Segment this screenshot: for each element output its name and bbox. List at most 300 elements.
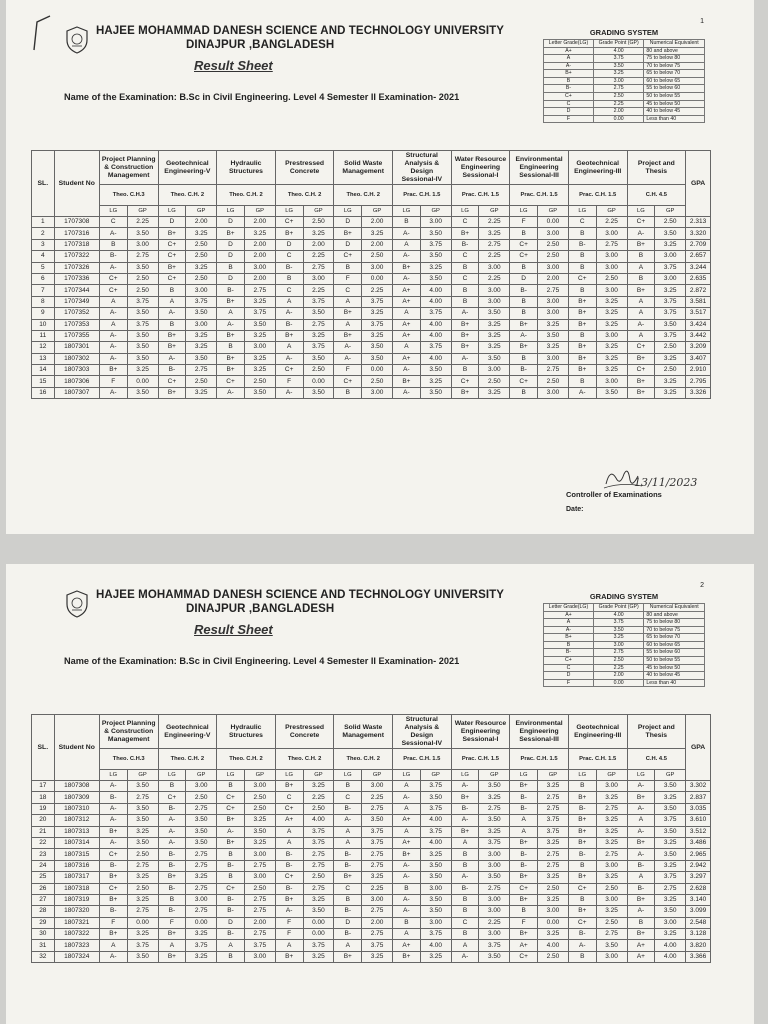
result-cell: 21	[32, 826, 55, 837]
result-cell: D	[217, 273, 245, 284]
result-cell: 26	[32, 883, 55, 894]
result-cell: B	[627, 273, 655, 284]
result-cell: B+	[451, 387, 479, 398]
lg-header: LG	[334, 206, 362, 217]
lg-header: LG	[627, 206, 655, 217]
result-cell: 3.50	[127, 228, 158, 239]
result-cell: C+	[158, 239, 186, 250]
grading-row	[544, 626, 705, 634]
examination-name: Name of the Examination: B.Sc in Civil Engineering. Level 4 Semester II Examination- 2021	[64, 656, 460, 666]
university-logo-icon	[66, 590, 88, 618]
student-row	[32, 940, 711, 951]
result-cell: B	[451, 906, 479, 917]
credit-hour-header: Theo. C.H. 2	[275, 749, 334, 770]
result-cell: 3.75	[186, 296, 217, 307]
result-cell: 2.75	[538, 365, 569, 376]
result-cell: B-	[158, 803, 186, 814]
result-cell: B+	[334, 951, 362, 962]
grading-system	[543, 28, 705, 123]
result-cell: A+	[627, 951, 655, 962]
result-cell: C	[568, 217, 596, 228]
result-cell: B+	[627, 239, 655, 250]
result-cell: 15	[32, 376, 55, 387]
sl-header: SL.	[32, 715, 55, 781]
result-cell: 3.00	[538, 353, 569, 364]
lg-header: LG	[510, 770, 538, 781]
grading-cell: B	[544, 77, 594, 85]
result-sheet-page-2	[6, 564, 754, 1024]
result-cell: 1807308	[54, 781, 99, 792]
result-cell: C+	[99, 883, 127, 894]
grading-cell: A+	[544, 47, 594, 55]
result-cell: A-	[393, 906, 421, 917]
gp-header: GP	[655, 206, 686, 217]
grading-cell: D	[544, 108, 594, 116]
result-cell: 3.25	[479, 342, 510, 353]
result-cell: 3.50	[186, 353, 217, 364]
result-cell: 25	[32, 872, 55, 883]
result-cell: 3.25	[479, 228, 510, 239]
result-cell: B	[334, 262, 362, 273]
result-cell: C+	[334, 376, 362, 387]
student-row	[32, 342, 711, 353]
result-table	[31, 714, 711, 963]
grading-cell: 60 to below 65	[644, 641, 705, 649]
result-cell: 3.50	[420, 273, 451, 284]
page-number: 1	[700, 18, 704, 25]
result-cell: A	[99, 296, 127, 307]
result-cell: D	[510, 273, 538, 284]
result-cell: 3.25	[244, 815, 275, 826]
result-cell: 3.75	[303, 826, 334, 837]
result-cell: 2.75	[538, 849, 569, 860]
result-cell: 3.25	[479, 330, 510, 341]
result-cell: A	[275, 837, 303, 848]
lg-header: LG	[99, 770, 127, 781]
result-cell: 3.25	[479, 319, 510, 330]
result-cell: C	[451, 251, 479, 262]
grading-cell: 80 and above	[644, 47, 705, 55]
result-cell: 2.00	[244, 217, 275, 228]
result-cell: A-	[334, 353, 362, 364]
result-cell: A-	[217, 387, 245, 398]
result-cell: C+	[627, 217, 655, 228]
course-name-header: Water Resource Engineering Sessional-I	[451, 151, 510, 185]
result-cell: 1807313	[54, 826, 99, 837]
result-cell: 2.25	[303, 251, 334, 262]
result-cell: 2.25	[596, 217, 627, 228]
result-cell: 3.00	[538, 387, 569, 398]
result-cell: A	[334, 940, 362, 951]
result-cell: 2.50	[655, 342, 686, 353]
result-cell: 4.00	[420, 815, 451, 826]
result-cell: 3.25	[362, 308, 393, 319]
result-cell: 3.25	[538, 872, 569, 883]
result-cell: 1807318	[54, 883, 99, 894]
result-cell: 2.50	[186, 273, 217, 284]
student-row	[32, 319, 711, 330]
lg-header: LG	[217, 770, 245, 781]
result-cell: 3.25	[596, 872, 627, 883]
result-cell: B	[510, 353, 538, 364]
grading-cell: C	[544, 664, 594, 672]
result-cell: 1807317	[54, 872, 99, 883]
result-cell: 3.50	[186, 815, 217, 826]
grading-cell: 2.25	[593, 100, 644, 108]
result-cell: 1807302	[54, 353, 99, 364]
result-cell: A-	[99, 262, 127, 273]
gp-header: GP	[479, 770, 510, 781]
grading-cell: 40 to below 45	[644, 108, 705, 116]
result-cell: 3.00	[596, 285, 627, 296]
result-cell: 0.00	[303, 917, 334, 928]
result-cell: C+	[217, 792, 245, 803]
result-cell: B-	[510, 803, 538, 814]
credit-hour-header: Prac. C.H. 1.5	[451, 185, 510, 206]
result-cell: 3.25	[596, 365, 627, 376]
result-cell: B-	[217, 894, 245, 905]
grading-cell: B-	[544, 649, 594, 657]
result-cell: 3.00	[186, 781, 217, 792]
result-cell: 0.00	[127, 917, 158, 928]
grading-cell: 45 to below 50	[644, 100, 705, 108]
result-cell: 3.50	[420, 894, 451, 905]
result-cell: A-	[99, 228, 127, 239]
result-cell: B	[217, 849, 245, 860]
result-cell: 3.25	[596, 342, 627, 353]
result-cell: 3.50	[127, 342, 158, 353]
result-cell: 3.75	[244, 940, 275, 951]
result-cell: 3.50	[186, 308, 217, 319]
result-cell: F	[275, 929, 303, 940]
result-cell: C+	[217, 376, 245, 387]
controller-signature-block	[566, 462, 736, 522]
result-cell: B-	[334, 906, 362, 917]
result-cell: B	[217, 951, 245, 962]
result-cell: B	[568, 262, 596, 273]
result-cell: B+	[510, 837, 538, 848]
result-cell: 3.50	[420, 365, 451, 376]
result-cell: 2.75	[186, 365, 217, 376]
result-cell: 3.25	[244, 330, 275, 341]
grading-cell: A	[544, 619, 594, 627]
result-cell: B	[99, 239, 127, 250]
result-cell: B+	[627, 929, 655, 940]
credit-hour-header: Prac. C.H. 1.5	[510, 749, 569, 770]
result-cell: C	[451, 917, 479, 928]
result-cell: 2.25	[362, 883, 393, 894]
student-row	[32, 228, 711, 239]
result-cell: C+	[510, 239, 538, 250]
result-cell: B+	[99, 365, 127, 376]
result-cell: 2.25	[479, 273, 510, 284]
result-cell: A-	[510, 330, 538, 341]
result-cell: 2.75	[362, 803, 393, 814]
result-cell: 11	[32, 330, 55, 341]
result-cell: 2.75	[186, 860, 217, 871]
result-cell: B-	[334, 849, 362, 860]
result-cell: A-	[99, 330, 127, 341]
result-cell: 3.50	[127, 262, 158, 273]
result-cell: 3.50	[479, 951, 510, 962]
credit-hour-header: Theo. C.H. 2	[217, 185, 276, 206]
result-cell: 1807319	[54, 894, 99, 905]
result-cell: A-	[334, 342, 362, 353]
result-cell: 20	[32, 815, 55, 826]
result-cell: 2.25	[479, 251, 510, 262]
grading-row	[544, 679, 705, 687]
result-cell: F	[510, 917, 538, 928]
result-cell: B	[451, 365, 479, 376]
result-cell: 3.610	[686, 815, 711, 826]
result-cell: A-	[99, 353, 127, 364]
result-cell: A	[627, 330, 655, 341]
result-cell: 3.25	[479, 387, 510, 398]
grading-cell: 3.75	[593, 55, 644, 63]
result-cell: 1807316	[54, 860, 99, 871]
result-cell: 2.25	[479, 917, 510, 928]
result-cell: B-	[334, 929, 362, 940]
result-cell: 2.00	[244, 273, 275, 284]
result-cell: F	[158, 917, 186, 928]
result-cell: 3.00	[596, 894, 627, 905]
grading-cell: 4.00	[593, 611, 644, 619]
result-cell: 2.25	[303, 792, 334, 803]
result-cell: 3.00	[479, 296, 510, 307]
grading-row	[544, 634, 705, 642]
result-cell: B	[627, 251, 655, 262]
result-cell: A-	[568, 940, 596, 951]
result-cell: F	[334, 273, 362, 284]
result-cell: A	[393, 342, 421, 353]
result-cell: C	[275, 792, 303, 803]
student-row	[32, 781, 711, 792]
result-cell: 3.50	[479, 353, 510, 364]
result-cell: B-	[275, 262, 303, 273]
grading-cell: 60 to below 65	[644, 77, 705, 85]
result-cell: 3.25	[479, 826, 510, 837]
credit-hour-header: Prac. C.H. 1.5	[393, 749, 452, 770]
result-cell: 2	[32, 228, 55, 239]
result-cell: 5	[32, 262, 55, 273]
result-cell: C+	[568, 917, 596, 928]
result-cell: C+	[627, 365, 655, 376]
result-cell: 2.75	[186, 906, 217, 917]
result-cell: B+	[568, 296, 596, 307]
result-cell: 3.25	[362, 951, 393, 962]
result-cell: B+	[158, 872, 186, 883]
result-cell: 2.00	[244, 239, 275, 250]
result-cell: 1807323	[54, 940, 99, 951]
result-cell: 3.75	[420, 803, 451, 814]
result-cell: 3.00	[596, 376, 627, 387]
result-cell: 3.00	[596, 781, 627, 792]
result-cell: 3.75	[655, 872, 686, 883]
result-cell: 3.302	[686, 781, 711, 792]
credit-hour-header: Prac. C.H. 1.5	[568, 185, 627, 206]
result-cell: B-	[451, 883, 479, 894]
result-cell: A-	[393, 792, 421, 803]
credit-hour-header: Theo. C.H. 2	[158, 185, 217, 206]
result-cell: 3.25	[127, 826, 158, 837]
result-cell: B+	[217, 837, 245, 848]
result-cell: 3.00	[596, 951, 627, 962]
result-cell: A-	[627, 849, 655, 860]
result-cell: B+	[275, 951, 303, 962]
result-cell: 3.75	[655, 262, 686, 273]
result-cell: C+	[99, 285, 127, 296]
result-cell: 3.326	[686, 387, 711, 398]
course-name-header: Geotechnical Engineering-V	[158, 715, 217, 749]
result-cell: 1807320	[54, 906, 99, 917]
result-cell: 3.25	[186, 262, 217, 273]
result-cell: A-	[99, 308, 127, 319]
result-cell: 3.820	[686, 940, 711, 951]
result-cell: 3.50	[655, 906, 686, 917]
lg-gp-row	[32, 206, 711, 217]
result-table	[31, 150, 711, 399]
result-cell: 3.75	[127, 319, 158, 330]
student-row	[32, 894, 711, 905]
result-cell: 3.50	[362, 815, 393, 826]
result-cell: 4.00	[655, 940, 686, 951]
result-cell: 31	[32, 940, 55, 951]
gp-header: GP	[538, 206, 569, 217]
result-cell: 2.50	[538, 239, 569, 250]
result-cell: 4.00	[420, 353, 451, 364]
result-cell: B+	[568, 815, 596, 826]
result-cell: 3.25	[186, 330, 217, 341]
result-cell: C+	[275, 803, 303, 814]
result-cell: D	[334, 217, 362, 228]
result-cell: C	[451, 273, 479, 284]
result-cell: 3.25	[362, 872, 393, 883]
result-cell: A	[510, 826, 538, 837]
result-cell: 3.00	[244, 872, 275, 883]
grading-row	[544, 62, 705, 70]
grading-cell: 2.50	[593, 93, 644, 101]
result-cell: B-	[275, 860, 303, 871]
result-cell: 3.407	[686, 353, 711, 364]
result-cell: B+	[451, 342, 479, 353]
result-cell: B+	[568, 837, 596, 848]
result-cell: 3.25	[420, 262, 451, 273]
grading-header: Grade Point (GP)	[593, 40, 644, 48]
result-cell: 3.00	[479, 906, 510, 917]
result-cell: F	[99, 376, 127, 387]
result-cell: 3.50	[420, 251, 451, 262]
gp-header: GP	[127, 206, 158, 217]
result-cell: A	[275, 296, 303, 307]
gp-header: GP	[303, 206, 334, 217]
grading-cell: 3.50	[593, 62, 644, 70]
course-name-header: Environmental Engineering Sessional-III	[510, 151, 569, 185]
result-cell: B+	[627, 353, 655, 364]
result-cell: C+	[275, 217, 303, 228]
result-cell: B+	[568, 365, 596, 376]
lg-header: LG	[158, 206, 186, 217]
result-cell: 3.50	[655, 781, 686, 792]
student-row	[32, 239, 711, 250]
grading-system-title: GRADING SYSTEM	[589, 28, 659, 37]
result-cell: 2.75	[655, 883, 686, 894]
lg-header: LG	[568, 206, 596, 217]
result-cell: A-	[451, 781, 479, 792]
result-cell: C	[99, 217, 127, 228]
result-cell: 3.75	[303, 940, 334, 951]
student-row	[32, 906, 711, 917]
result-cell: 3.50	[596, 940, 627, 951]
result-cell: 2.75	[538, 803, 569, 814]
lg-header: LG	[275, 770, 303, 781]
grading-cell: 45 to below 50	[644, 664, 705, 672]
gp-header: GP	[596, 770, 627, 781]
credit-hour-header: Prac. C.H. 1.5	[568, 749, 627, 770]
result-cell: 3.75	[655, 296, 686, 307]
result-cell: A	[627, 872, 655, 883]
lg-header: LG	[510, 206, 538, 217]
student-no-header: Student No	[54, 151, 99, 217]
result-cell: 2.795	[686, 376, 711, 387]
result-cell: A-	[451, 872, 479, 883]
result-cell: 2.50	[538, 951, 569, 962]
student-row	[32, 217, 711, 228]
result-cell: 3.25	[420, 951, 451, 962]
result-cell: 2.50	[186, 376, 217, 387]
result-cell: 3.00	[244, 262, 275, 273]
result-cell: 3.25	[538, 319, 569, 330]
result-cell: 3.25	[655, 285, 686, 296]
credit-hour-header: Theo. C.H. 2	[334, 185, 393, 206]
grading-cell: A-	[544, 62, 594, 70]
result-cell: 2.50	[127, 849, 158, 860]
student-row	[32, 330, 711, 341]
result-cell: B+	[568, 826, 596, 837]
result-cell: 2.00	[186, 217, 217, 228]
grading-cell: C+	[544, 93, 594, 101]
result-cell: 2.50	[538, 883, 569, 894]
result-cell: A	[393, 239, 421, 250]
result-cell: 0.00	[186, 917, 217, 928]
result-cell: A	[275, 826, 303, 837]
result-cell: 7	[32, 285, 55, 296]
lg-header: LG	[275, 206, 303, 217]
result-cell: A+	[393, 940, 421, 951]
result-cell: A	[99, 940, 127, 951]
grading-row	[544, 611, 705, 619]
result-cell: 2.25	[303, 285, 334, 296]
result-cell: A-	[393, 860, 421, 871]
result-cell: B+	[334, 308, 362, 319]
result-cell: 2.50	[186, 251, 217, 262]
grading-cell: F	[544, 679, 594, 687]
result-cell: 3.50	[244, 387, 275, 398]
result-cell: A+	[393, 330, 421, 341]
course-name-header: Project Planning & Construction Management	[99, 715, 158, 749]
result-cell: 1807309	[54, 792, 99, 803]
student-row	[32, 308, 711, 319]
result-cell: 32	[32, 951, 55, 962]
result-cell: B	[393, 917, 421, 928]
lg-header: LG	[334, 770, 362, 781]
result-cell: C+	[275, 365, 303, 376]
result-cell: B+	[393, 262, 421, 273]
result-cell: F	[99, 917, 127, 928]
result-cell: 3.25	[127, 929, 158, 940]
result-cell: 1807306	[54, 376, 99, 387]
result-cell: 3.366	[686, 951, 711, 962]
result-cell: A-	[393, 251, 421, 262]
